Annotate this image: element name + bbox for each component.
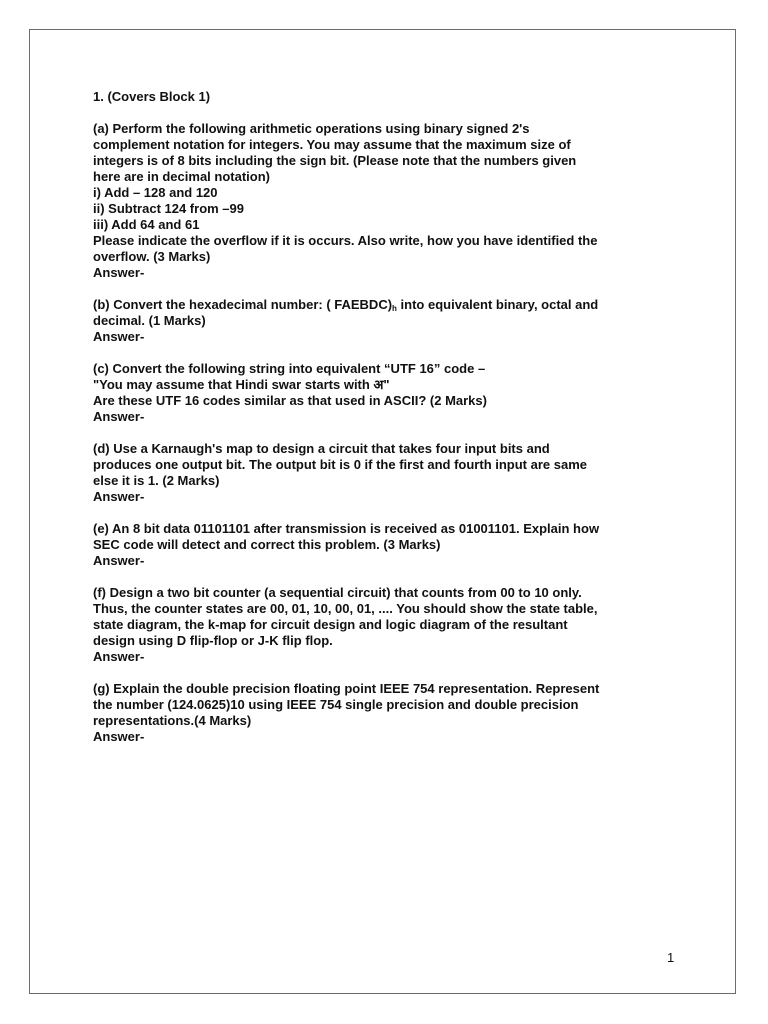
question-f-line: design using D flip-flop or J-K flip flop. [93, 633, 333, 648]
question-f-line: Thus, the counter states are 00, 01, 10, 00, 01, .... You should show the state table, [93, 601, 598, 616]
question-b [93, 297, 683, 345]
question-a-line: iii) Add 64 and 61 [93, 217, 200, 232]
question-b-line [93, 297, 683, 313]
answer-label: Answer- [93, 649, 145, 664]
question-d-line: (d) Use a Karnaugh's map to design a circuit that takes four input bits and [93, 441, 550, 456]
question-a-line: here are in decimal notation) [93, 169, 270, 184]
question-f [93, 585, 683, 665]
question-f-line: (f) Design a two bit counter (a sequential circuit) that counts from 00 to 10 only. [93, 585, 582, 600]
document-body [93, 89, 683, 745]
question-c [93, 361, 683, 425]
question-g [93, 681, 683, 745]
question-c-line: (c) Convert the following string into equivalent “UTF 16” code – [93, 361, 486, 376]
question-g-line: representations.(4 Marks) [93, 713, 252, 728]
question-a-line: overflow. (3 Marks) [93, 249, 211, 264]
answer-label: Answer- [93, 409, 145, 424]
question-c-line: "You may assume that Hindi swar starts with अ" [93, 377, 390, 392]
question-a-line: ii) Subtract 124 from –99 [93, 201, 244, 216]
question-e-line: SEC code will detect and correct this problem. (3 Marks) [93, 537, 441, 552]
question-g-line: (g) Explain the double precision floating point IEEE 754 representation. Represent [93, 681, 600, 696]
answer-label: Answer- [93, 553, 145, 568]
question-d [93, 441, 683, 505]
question-a [93, 121, 683, 281]
question-c-line: Are these UTF 16 codes similar as that used in ASCII? (2 Marks) [93, 393, 487, 408]
question-a-line: integers is of 8 bits including the sign bit. (Please note that the numbers given [93, 153, 577, 168]
page-number: 1 [667, 950, 675, 965]
question-a-line: complement notation for integers. You may assume that the maximum size of [93, 137, 571, 152]
hex-subscript: h [392, 304, 397, 313]
answer-label: Answer- [93, 265, 145, 280]
question-b-text: (b) Convert the hexadecimal number: ( FAEBDC) [93, 297, 393, 312]
question-a-line: (a) Perform the following arithmetic operations using binary signed 2's [93, 121, 530, 136]
question-d-line: produces one output bit. The output bit is 0 if the first and fourth input are same [93, 457, 587, 472]
question-d-line: else it is 1. (2 Marks) [93, 473, 220, 488]
question-f-line: state diagram, the k-map for circuit design and logic diagram of the resultant [93, 617, 568, 632]
answer-label: Answer- [93, 729, 145, 744]
answer-label: Answer- [93, 329, 145, 344]
question-e-line: (e) An 8 bit data 01101101 after transmission is received as 01001101. Explain how [93, 521, 600, 536]
question-b-line: decimal. (1 Marks) [93, 313, 206, 328]
question-heading: 1. (Covers Block 1) [93, 89, 211, 104]
question-e [93, 521, 683, 569]
question-a-line: i) Add – 128 and 120 [93, 185, 218, 200]
question-b-text: into equivalent binary, octal and [396, 297, 599, 312]
question-a-line: Please indicate the overflow if it is occurs. Also write, how you have identified the [93, 233, 598, 248]
answer-label: Answer- [93, 489, 145, 504]
question-g-line: the number (124.0625)10 using IEEE 754 single precision and double precision [93, 697, 579, 712]
